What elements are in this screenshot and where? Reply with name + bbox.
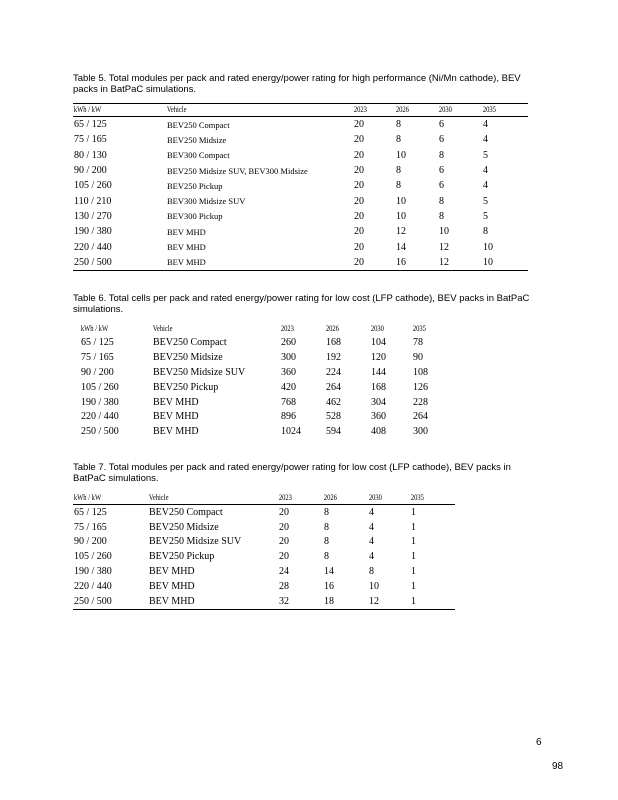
table-row — [73, 163, 528, 178]
section-page-number: 6 — [536, 737, 542, 748]
cell-2023: 20 — [279, 536, 289, 548]
table-row — [73, 132, 528, 147]
cell-2030: 12 — [439, 241, 449, 253]
header-2035: 2035 — [482, 104, 520, 117]
table7-caption: Table 7. Total modules per pack and rated energy/power rating for low cost (LFP cathode), BEV packs in BatPaC simulations. — [73, 462, 511, 484]
cell-2030: 304 — [371, 396, 386, 408]
cell-2023: 20 — [354, 165, 364, 177]
cell-2035: 1 — [411, 506, 416, 518]
cell-2030: 12 — [369, 595, 379, 607]
cell-vehicle: BEV250 Pickup — [153, 381, 219, 393]
cell-vehicle: BEV250 Pickup — [167, 180, 223, 191]
cell-vehicle: BEV MHD — [149, 566, 195, 578]
cell-2023: 32 — [279, 595, 289, 607]
cell-2026: 12 — [396, 226, 406, 238]
cell-2023: 20 — [354, 119, 364, 131]
cell-2030: 8 — [439, 195, 444, 207]
table-row — [73, 520, 455, 535]
cell-2026: 8 — [396, 180, 401, 192]
cell-2023: 260 — [281, 336, 296, 348]
cell-2035: 4 — [483, 165, 488, 177]
header-2026: 2026 — [395, 104, 430, 117]
cell-energy-power: 110 / 210 — [74, 195, 112, 207]
cell-2035: 4 — [483, 134, 488, 146]
cell-2030: 6 — [439, 119, 444, 131]
cell-energy-power: 75 / 165 — [81, 351, 114, 363]
document-page-number: 98 — [552, 761, 564, 772]
header-energy-power: kWh / kW — [73, 104, 149, 117]
header-2026: 2026 — [323, 492, 360, 505]
cell-2023: 20 — [279, 521, 289, 533]
cell-2035: 264 — [413, 411, 428, 423]
cell-2030: 6 — [439, 180, 444, 192]
cell-2030: 4 — [369, 536, 374, 548]
table-row — [73, 564, 455, 579]
cell-2023: 20 — [354, 149, 364, 161]
cell-2035: 228 — [413, 396, 428, 408]
cell-vehicle: BEV300 Midsize SUV — [167, 196, 246, 207]
cell-vehicle: BEV250 Midsize — [149, 521, 219, 533]
table-row — [73, 535, 455, 550]
cell-2030: 6 — [439, 134, 444, 146]
table-row — [73, 594, 455, 609]
cell-2023: 28 — [279, 580, 289, 592]
cell-2035: 300 — [413, 426, 428, 438]
cell-2026: 10 — [396, 210, 406, 222]
table-row — [73, 209, 528, 224]
cell-2026: 224 — [326, 366, 341, 378]
header-energy-power: kWh / kW — [80, 323, 109, 333]
table5 — [73, 103, 528, 271]
cell-2026: 8 — [324, 506, 329, 518]
cell-energy-power: 90 / 200 — [74, 165, 107, 177]
cell-energy-power: 190 / 380 — [74, 226, 112, 238]
cell-energy-power: 65 / 125 — [74, 119, 107, 131]
cell-vehicle: BEV250 Midsize — [167, 134, 227, 145]
table-row — [73, 178, 528, 193]
cell-2030: 360 — [371, 411, 386, 423]
cell-vehicle: BEV MHD — [167, 242, 206, 253]
cell-2035: 1 — [411, 551, 416, 563]
cell-2026: 16 — [396, 256, 406, 268]
cell-energy-power: 105 / 260 — [74, 180, 112, 192]
cell-energy-power: 250 / 500 — [81, 426, 119, 438]
table-row — [73, 239, 528, 254]
cell-2035: 10 — [483, 241, 493, 253]
header-2030: 2030 — [368, 492, 402, 505]
cell-2030: 144 — [371, 366, 386, 378]
cell-2030: 168 — [371, 381, 386, 393]
cell-2026: 594 — [326, 426, 341, 438]
cell-2026: 14 — [396, 241, 406, 253]
cell-vehicle: BEV250 Compact — [153, 336, 227, 348]
header-2023: 2023 — [353, 104, 387, 117]
cell-2026: 168 — [326, 336, 341, 348]
cell-vehicle: BEV MHD — [153, 411, 199, 423]
cell-2035: 1 — [411, 536, 416, 548]
table-row — [73, 255, 528, 271]
header-vehicle: Vehicle — [166, 104, 319, 117]
cell-2023: 20 — [279, 506, 289, 518]
cell-energy-power: 65 / 125 — [74, 506, 107, 518]
cell-vehicle: BEV300 Pickup — [167, 211, 223, 222]
cell-energy-power: 75 / 165 — [74, 521, 107, 533]
cell-2026: 8 — [396, 134, 401, 146]
header-energy-power: kWh / kW — [73, 492, 135, 505]
cell-vehicle: BEV MHD — [153, 426, 199, 438]
cell-2030: 408 — [371, 426, 386, 438]
table-row — [80, 335, 440, 350]
table-row — [80, 365, 440, 380]
cell-2023: 20 — [279, 551, 289, 563]
cell-2026: 10 — [396, 195, 406, 207]
cell-2023: 20 — [354, 241, 364, 253]
cell-vehicle: BEV250 Midsize SUV, BEV300 Midsize — [167, 165, 308, 176]
cell-energy-power: 105 / 260 — [81, 381, 119, 393]
header-2030: 2030 — [370, 323, 384, 333]
cell-2023: 896 — [281, 411, 296, 423]
table-row — [73, 505, 455, 520]
cell-2035: 10 — [483, 256, 493, 268]
cell-2026: 18 — [324, 595, 334, 607]
cell-2035: 108 — [413, 366, 428, 378]
cell-2035: 4 — [483, 119, 488, 131]
cell-vehicle: BEV MHD — [149, 580, 195, 592]
table6-caption: Table 6. Total cells per pack and rated energy/power rating for low cost (LFP cathode), BEV packs in BatPaC simulations. — [73, 293, 530, 315]
cell-2026: 8 — [324, 536, 329, 548]
table-row — [73, 579, 455, 594]
cell-2030: 8 — [369, 566, 374, 578]
cell-2035: 1 — [411, 595, 416, 607]
cell-2023: 20 — [354, 210, 364, 222]
table-row — [80, 409, 440, 424]
cell-2035: 5 — [483, 149, 488, 161]
cell-energy-power: 130 / 270 — [74, 210, 112, 222]
cell-2026: 528 — [326, 411, 341, 423]
cell-2030: 10 — [369, 580, 379, 592]
table-row — [73, 193, 528, 208]
cell-2026: 16 — [324, 580, 334, 592]
cell-vehicle: BEV250 Compact — [167, 119, 230, 130]
cell-energy-power: 190 / 380 — [74, 566, 112, 578]
cell-2030: 4 — [369, 551, 374, 563]
header-2023: 2023 — [278, 492, 315, 505]
table-row — [80, 350, 440, 365]
cell-2035: 5 — [483, 210, 488, 222]
table-row — [73, 224, 528, 239]
table6 — [80, 322, 440, 439]
table5-header-row — [73, 104, 528, 117]
table-row — [80, 395, 440, 410]
cell-vehicle: BEV300 Compact — [167, 150, 230, 161]
cell-energy-power: 65 / 125 — [81, 336, 114, 348]
cell-vehicle: BEV MHD — [167, 226, 206, 237]
table6-header-row — [80, 322, 440, 335]
cell-energy-power: 220 / 440 — [74, 241, 112, 253]
cell-2030: 8 — [439, 210, 444, 222]
header-2023: 2023 — [280, 323, 294, 333]
cell-2023: 1024 — [281, 426, 301, 438]
header-2035: 2035 — [410, 492, 447, 505]
cell-energy-power: 105 / 260 — [74, 551, 112, 563]
cell-2026: 462 — [326, 396, 341, 408]
cell-2023: 24 — [279, 566, 289, 578]
cell-vehicle: BEV250 Pickup — [149, 551, 215, 563]
table-row — [80, 424, 440, 439]
cell-2030: 4 — [369, 506, 374, 518]
cell-2030: 4 — [369, 521, 374, 533]
cell-2035: 5 — [483, 195, 488, 207]
table-row — [80, 380, 440, 395]
cell-2030: 6 — [439, 165, 444, 177]
cell-2035: 1 — [411, 521, 416, 533]
cell-energy-power: 250 / 500 — [74, 256, 112, 268]
cell-energy-power: 75 / 165 — [74, 134, 107, 146]
cell-2026: 8 — [396, 119, 401, 131]
cell-2030: 10 — [439, 226, 449, 238]
cell-2035: 4 — [483, 180, 488, 192]
cell-2035: 1 — [411, 580, 416, 592]
cell-2026: 14 — [324, 566, 334, 578]
cell-2035: 126 — [413, 381, 428, 393]
cell-energy-power: 250 / 500 — [74, 595, 112, 607]
cell-energy-power: 80 / 130 — [74, 149, 107, 161]
cell-energy-power: 90 / 200 — [74, 536, 107, 548]
table-row — [73, 549, 455, 564]
cell-vehicle: BEV250 Midsize SUV — [149, 536, 242, 548]
header-vehicle: Vehicle — [148, 492, 255, 505]
cell-2023: 768 — [281, 396, 296, 408]
cell-2026: 8 — [396, 165, 401, 177]
cell-2023: 300 — [281, 351, 296, 363]
cell-2030: 12 — [439, 256, 449, 268]
cell-energy-power: 220 / 440 — [74, 580, 112, 592]
header-2026: 2026 — [325, 323, 339, 333]
table-row — [73, 117, 528, 133]
header-vehicle: Vehicle — [152, 323, 173, 333]
cell-2026: 264 — [326, 381, 341, 393]
cell-vehicle: BEV250 Compact — [149, 506, 223, 518]
cell-2030: 104 — [371, 336, 386, 348]
cell-2026: 8 — [324, 551, 329, 563]
cell-2026: 192 — [326, 351, 341, 363]
cell-2023: 20 — [354, 226, 364, 238]
cell-2023: 20 — [354, 180, 364, 192]
cell-2035: 90 — [413, 351, 423, 363]
cell-2023: 20 — [354, 195, 364, 207]
cell-energy-power: 190 / 380 — [81, 396, 119, 408]
cell-vehicle: BEV MHD — [153, 396, 199, 408]
cell-2035: 1 — [411, 566, 416, 578]
header-2035: 2035 — [412, 323, 426, 333]
cell-2023: 20 — [354, 134, 364, 146]
cell-vehicle: BEV250 Midsize — [153, 351, 223, 363]
table7-header-row — [73, 492, 455, 505]
cell-2035: 8 — [483, 226, 488, 238]
table5-caption: Table 5. Total modules per pack and rated energy/power rating for high performance (Ni/Mn cathode), BEV packs in BatPaC simulations. — [73, 73, 521, 95]
cell-2030: 120 — [371, 351, 386, 363]
cell-2026: 10 — [396, 149, 406, 161]
cell-2023: 20 — [354, 256, 364, 268]
cell-2026: 8 — [324, 521, 329, 533]
cell-2030: 8 — [439, 149, 444, 161]
cell-vehicle: BEV MHD — [149, 595, 195, 607]
cell-energy-power: 220 / 440 — [81, 411, 119, 423]
table7 — [73, 492, 455, 610]
cell-vehicle: BEV250 Midsize SUV — [153, 366, 246, 378]
header-2030: 2030 — [438, 104, 474, 117]
cell-2023: 420 — [281, 381, 296, 393]
cell-vehicle: BEV MHD — [167, 257, 206, 268]
cell-energy-power: 90 / 200 — [81, 366, 114, 378]
cell-2035: 78 — [413, 336, 423, 348]
table-row — [73, 148, 528, 163]
cell-2023: 360 — [281, 366, 296, 378]
